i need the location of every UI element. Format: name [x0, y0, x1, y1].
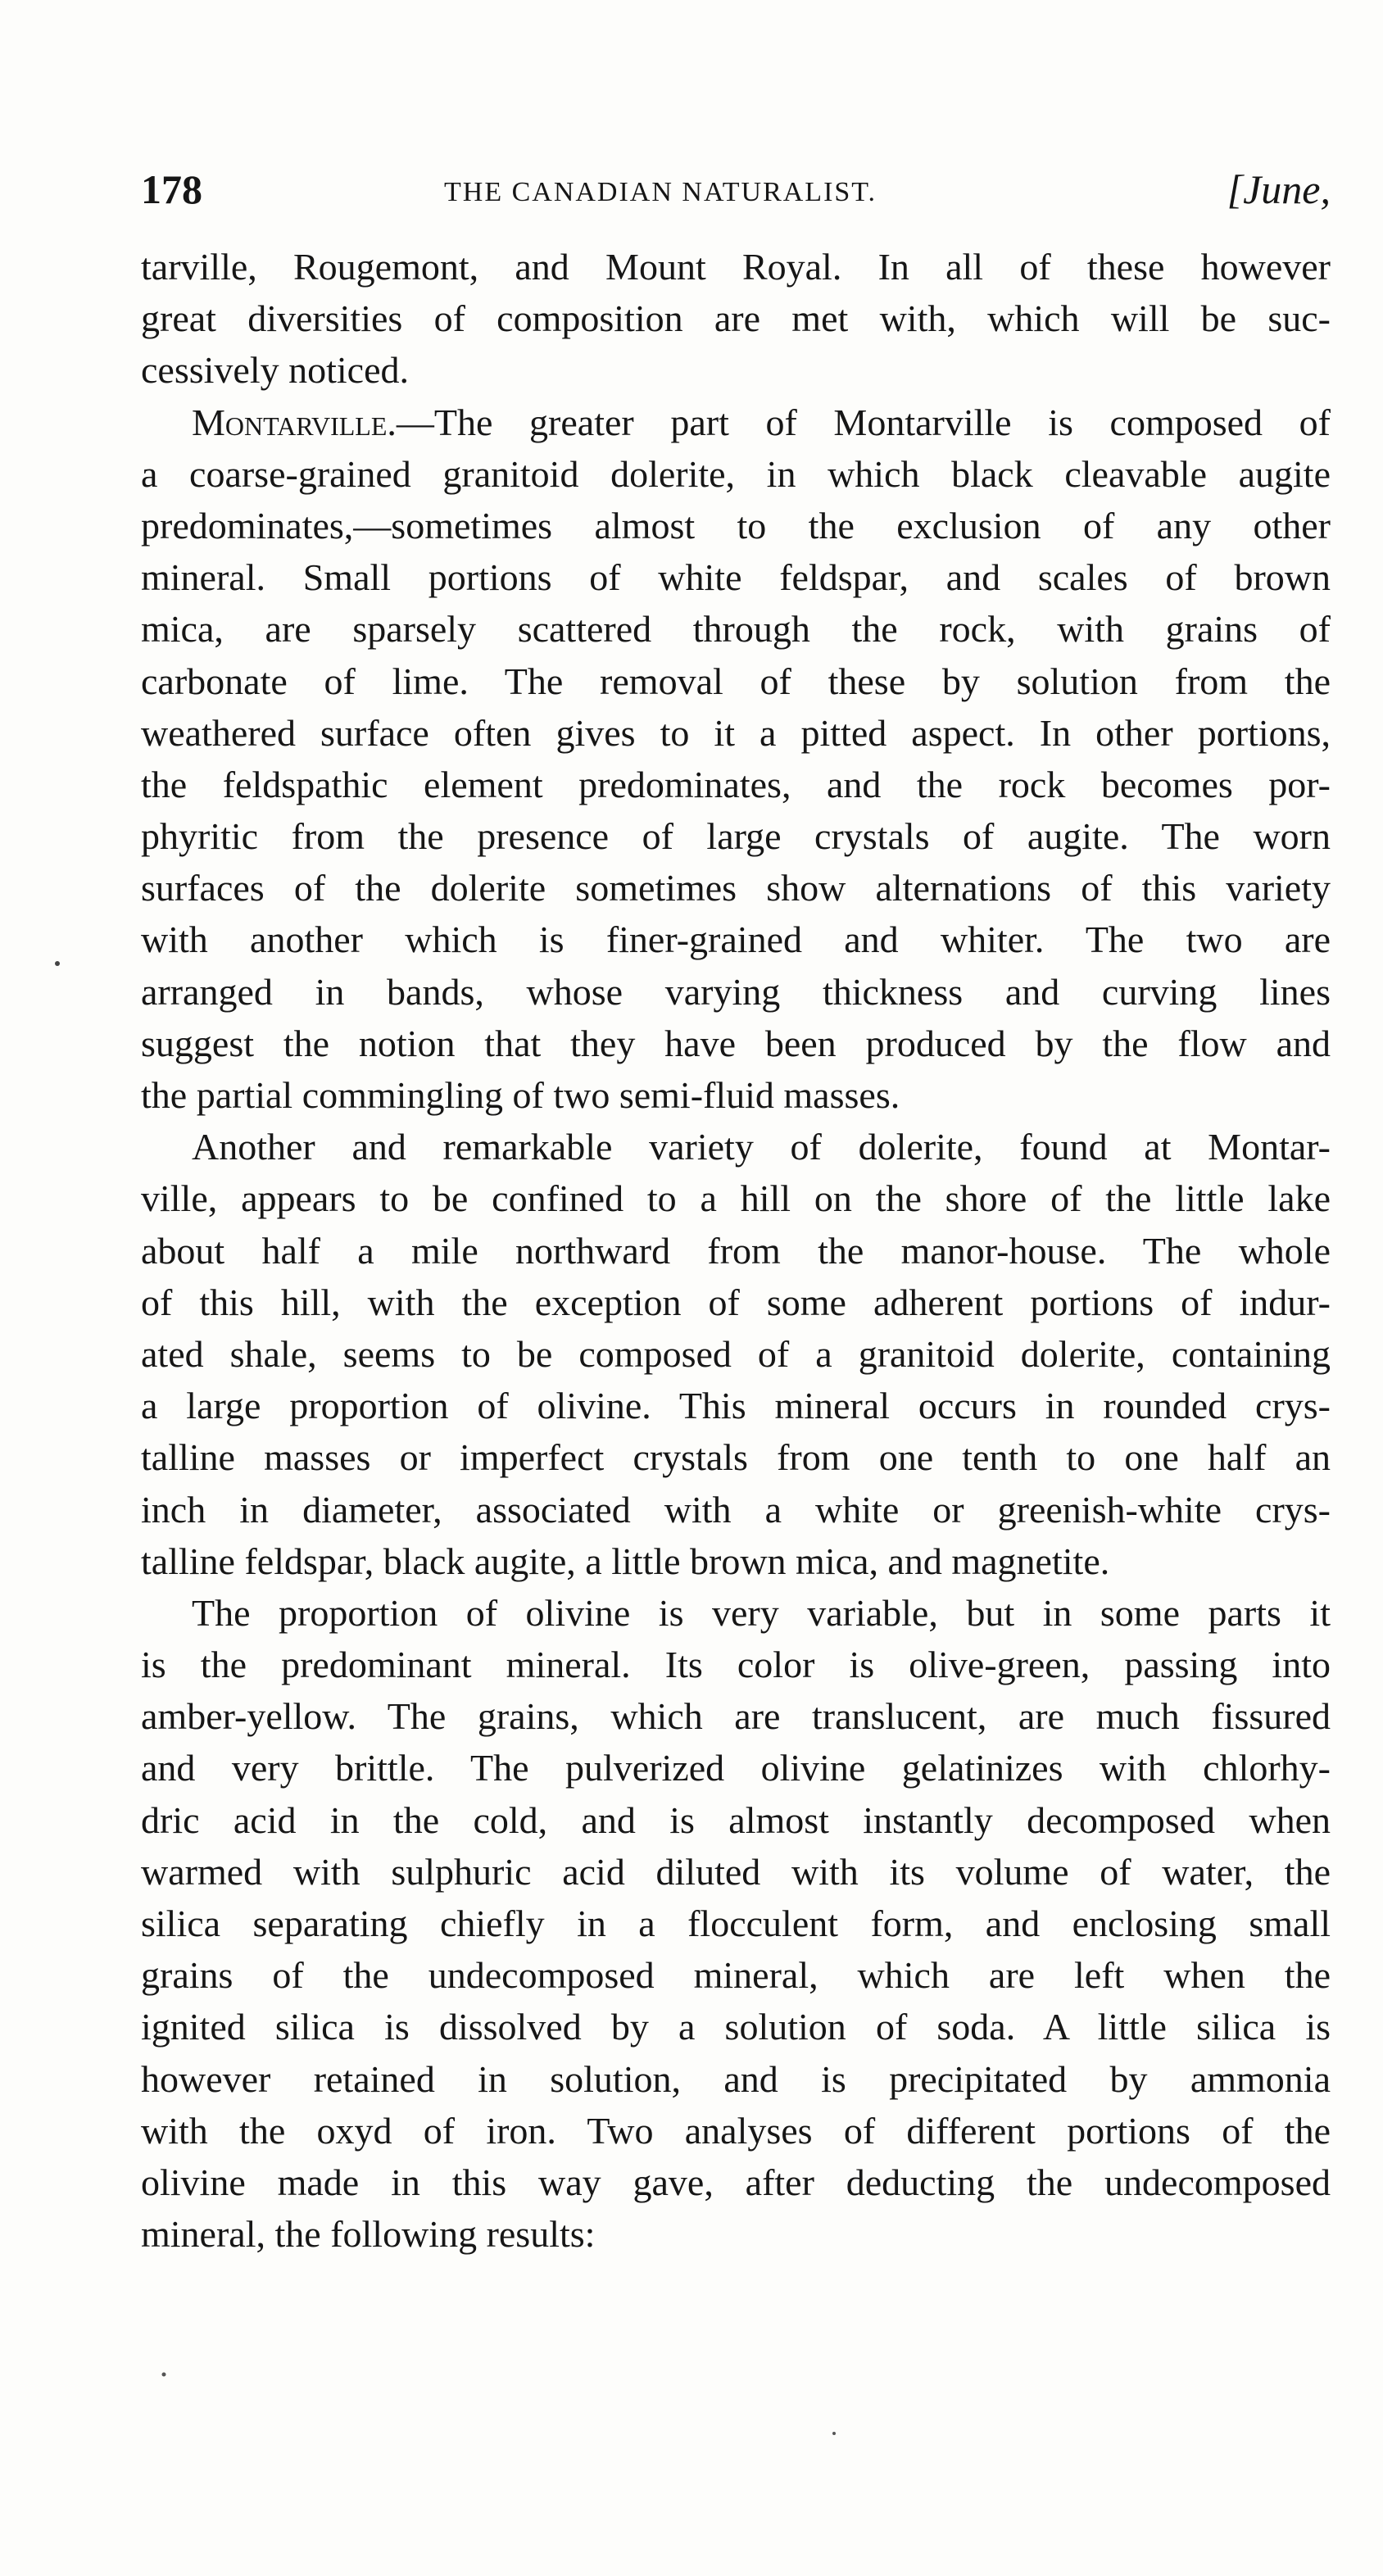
text-line: Another and remarkable variety of dolerite, found at Montar-: [192, 1126, 1331, 1168]
body-text: [141, 241, 1331, 2260]
text-line: olivine made in this way gave, after deducting the undecomposed: [141, 2161, 1331, 2203]
issue-month: [June,: [1227, 166, 1331, 212]
scan-speck: [832, 2432, 836, 2435]
paragraph-3: [141, 1121, 1331, 1587]
scan-speck: [55, 961, 60, 966]
text-line: is the predominant mineral. Its color is olive-green, passing into: [141, 1644, 1331, 1686]
text-line: with another which is finer-grained and whiter. The two are: [141, 918, 1331, 961]
paragraph-1: [141, 241, 1331, 397]
text-line: about half a mile northward from the manor-house. The whole: [141, 1229, 1331, 1272]
text-line: amber-yellow. The grains, which are translucent, are much fissured: [141, 1695, 1331, 1738]
text-line: ignited silica is dissolved by a solution of soda. A little silica is: [141, 2006, 1331, 2048]
text-line: silica separating chiefly in a flocculent form, and enclosing small: [141, 1903, 1331, 1944]
text-line-rest: —The greater part of Montarville is composed of: [396, 401, 1331, 443]
text-line: of this hill, with the exception of some adherent portions of indur-: [141, 1281, 1331, 1323]
running-head: [141, 161, 1331, 218]
page-number: 178: [141, 166, 202, 212]
text-line: tarville, Rougemont, and Mount Royal. In all of these however: [141, 246, 1331, 288]
text-line: ated shale, seems to be composed of a granitoid dolerite, containing: [141, 1332, 1331, 1375]
text-line: cessively noticed.: [141, 349, 410, 392]
text-line: ville, appears to be confined to a hill on the shore of the little lake: [141, 1177, 1331, 1220]
text-line: phyritic from the presence of large crystals of augite. The worn: [141, 815, 1331, 858]
text-line: grains of the undecomposed mineral, which are left when the: [141, 1954, 1331, 1997]
text-line: mineral, the following results:: [141, 2213, 596, 2256]
text-line: [141, 397, 1331, 448]
text-line: suggest the notion that they have been produced by the flow and: [141, 1022, 1331, 1064]
text-line: great diversities of composition are met with, which will be suc-: [141, 297, 1331, 340]
text-line: talline feldspar, black augite, a little brown mica, and magnetite.: [141, 1540, 1110, 1582]
section-lead: Montarville.: [192, 401, 397, 443]
text-line: and very brittle. The pulverized olivine gelatinizes with chlorhy-: [141, 1747, 1331, 1789]
text-line: a coarse-grained granitoid dolerite, in which black cleavable augite: [141, 452, 1331, 495]
text-line: however retained in solution, and is precipitated by ammonia: [141, 2057, 1331, 2100]
text-line: carbonate of lime. The removal of these by solution from the: [141, 660, 1331, 702]
text-line: talline masses or imperfect crystals from one tenth to one half an: [141, 1436, 1331, 1479]
text-line: surfaces of the dolerite sometimes show alternations of this variety: [141, 867, 1331, 909]
text-line: arranged in bands, whose varying thickness and curving lines: [141, 970, 1331, 1013]
text-line: dric acid in the cold, and is almost instantly decomposed when: [141, 1798, 1331, 1841]
text-line: inch in diameter, associated with a white or greenish-white crys-: [141, 1488, 1331, 1531]
text-line: mineral. Small portions of white feldspar, and scales of brown: [141, 556, 1331, 599]
text-line: with the oxyd of iron. Two analyses of different portions of the: [141, 2109, 1331, 2152]
paragraph-4: [141, 1587, 1331, 2260]
text-line: mica, are sparsely scattered through the rock, with grains of: [141, 608, 1331, 651]
text-line: warmed with sulphuric acid diluted with its volume of water, the: [141, 1850, 1331, 1893]
paragraph-2: [141, 397, 1331, 1122]
text-line: the partial commingling of two semi-fluid masses.: [141, 1074, 900, 1116]
text-line: predominates,—sometimes almost to the exclusion of any other: [141, 504, 1331, 546]
text-line: the feldspathic element predominates, and the rock becomes por-: [141, 763, 1331, 805]
text-line: The proportion of olivine is very variable, but in some parts it: [192, 1591, 1331, 1634]
scan-speck: [162, 2373, 166, 2377]
journal-title: THE CANADIAN NATURALIST.: [444, 177, 877, 207]
text-line: weathered surface often gives to it a pitted aspect. In other portions,: [141, 711, 1331, 754]
text-line: a large proportion of olivine. This mineral occurs in rounded crys-: [141, 1385, 1331, 1427]
